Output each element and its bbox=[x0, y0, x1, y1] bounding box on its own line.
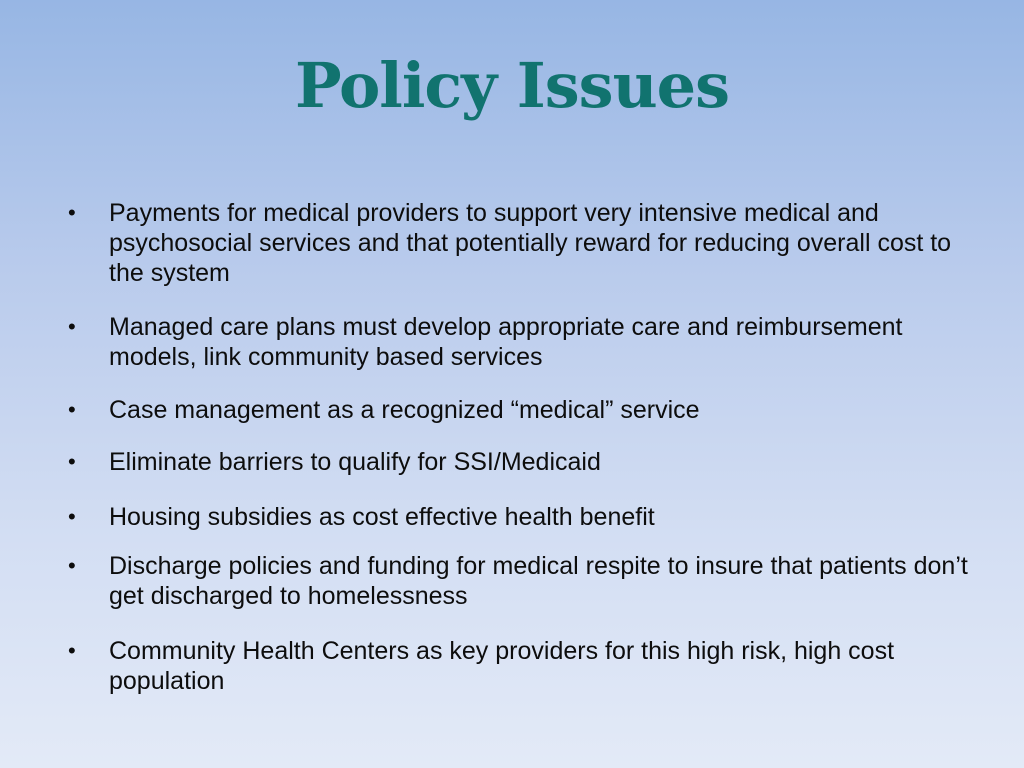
bullet-text: Community Health Centers as key providers for this high risk, high cost population bbox=[109, 637, 895, 695]
bullet-item bbox=[68, 198, 968, 288]
bullet-text: Housing subsidies as cost effective health benefit bbox=[109, 503, 655, 531]
bullet-marker: • bbox=[68, 200, 76, 225]
slide-title: Policy Issues bbox=[294, 49, 730, 122]
bullet-text: Discharge policies and funding for medical respite to insure that patients don’t get discharged to homelessness bbox=[109, 552, 968, 610]
bullet-item bbox=[68, 636, 968, 696]
bullet-marker: • bbox=[68, 397, 76, 422]
bullet-item bbox=[68, 395, 968, 425]
bullet-marker: • bbox=[68, 314, 76, 339]
bullet-text: Eliminate barriers to qualify for SSI/Medicaid bbox=[109, 448, 601, 476]
bullet-marker: • bbox=[68, 449, 76, 474]
bullet-item bbox=[68, 502, 968, 532]
bullet-marker: • bbox=[68, 553, 76, 578]
bullet-marker: • bbox=[68, 638, 76, 663]
bullet-text: Payments for medical providers to support very intensive medical and psychosocial services and that potentially reward for reducing overall cost to the system bbox=[109, 199, 952, 287]
bullet-item bbox=[68, 447, 968, 477]
bullet-marker: • bbox=[68, 504, 76, 529]
bullet-text: Managed care plans must develop appropriate care and reimbursement models, link community based services bbox=[109, 313, 903, 371]
bullet-item bbox=[68, 551, 968, 611]
bullet-item bbox=[68, 312, 968, 372]
bullet-text: Case management as a recognized “medical” service bbox=[109, 396, 700, 424]
